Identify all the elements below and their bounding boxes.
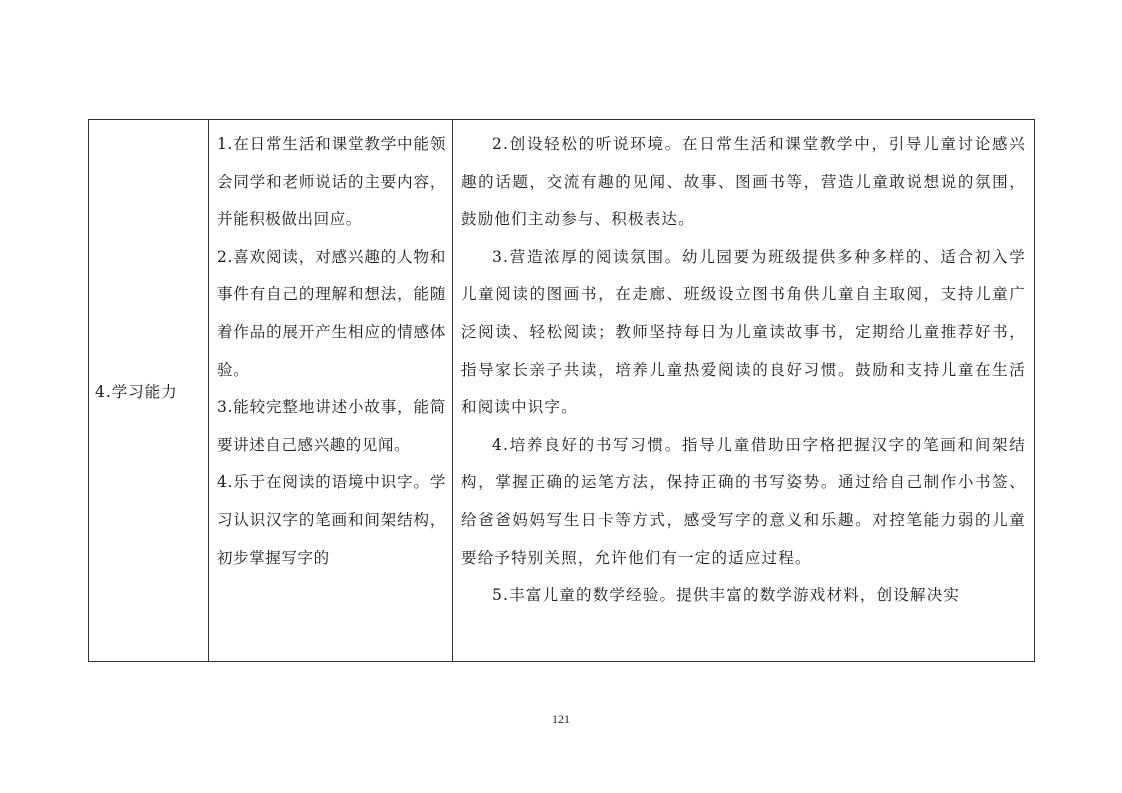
goal-item-2: 2.喜欢阅读，对感兴趣的人物和事件有自己的理解和想法，能随着作品的展开产生相应的情感体验。 bbox=[217, 247, 446, 379]
goal-item-3: 3.能较完整地讲述小故事，能简要讲述自己感兴趣的见闻。 bbox=[217, 398, 446, 454]
page-number: 121 bbox=[552, 712, 570, 726]
strategy-item-2: 2.创设轻松的听说环境。在日常生活和课堂教学中，引导儿童讨论感兴趣的话题，交流有趣的见闻、故事、图画书等，营造儿童敢说想说的氛围，鼓励他们主动参与、积极表达。 bbox=[461, 135, 1026, 229]
content-table bbox=[88, 119, 1035, 662]
goal-item-4: 4.乐于在阅读的语境中识字。学习认识汉字的笔画和间架结构，初步掌握写字的 bbox=[217, 473, 446, 567]
strategy-item-5: 5.丰富儿童的数学经验。提供丰富的数学游戏材料，创设解决实 bbox=[492, 586, 961, 605]
goals-cell bbox=[209, 120, 453, 661]
category-cell bbox=[89, 120, 209, 661]
strategies-cell bbox=[453, 120, 1034, 661]
strategy-item-4: 4.培养良好的书写习惯。指导儿童借助田字格把握汉字的笔画和间架结构，掌握正确的运笔方法，保持正确的书写姿势。通过给自己制作小书签、给爸爸妈妈写生日卡等方式，感受写字的意义和乐趣。对控笔能力弱的儿童要给予特别关照，允许他们有一定的适应过程。 bbox=[461, 435, 1026, 567]
strategy-item-3: 3.营造浓厚的阅读氛围。幼儿园要为班级提供多种多样的、适合初入学儿童阅读的图画书，在走廊、班级设立图书角供儿童自主取阅，支持儿童广泛阅读、轻松阅读；教师坚持每日为儿童读故事书，定期给儿童推荐好书，指导家长亲子共读，培养儿童热爱阅读的良好习惯。鼓励和支持儿童在生活和阅读中识字。 bbox=[461, 247, 1026, 417]
goal-item-1: 1.在日常生活和课堂教学中能领会同学和老师说话的主要内容，并能积极做出回应。 bbox=[217, 135, 446, 229]
category-label: 4.学习能力 bbox=[95, 382, 178, 401]
